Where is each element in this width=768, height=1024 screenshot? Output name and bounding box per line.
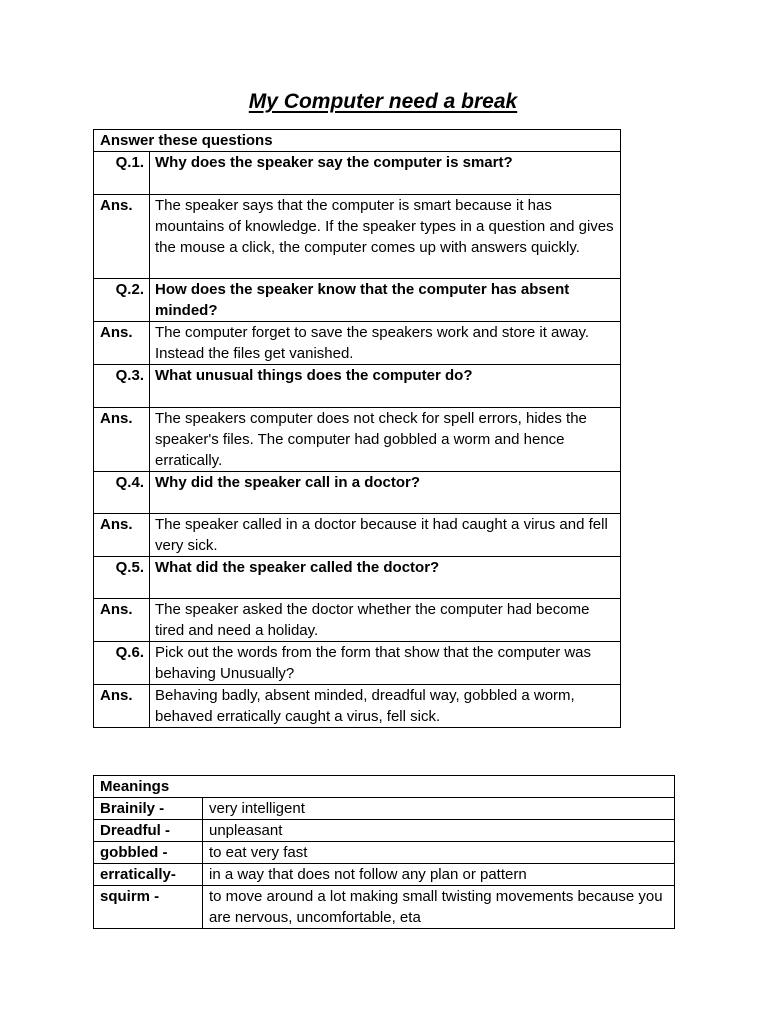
meaning-term: Dreadful - xyxy=(94,820,203,842)
meaning-definition: to eat very fast xyxy=(203,842,675,864)
meaning-row xyxy=(94,820,675,842)
question-row xyxy=(94,642,621,685)
question-number: Q.1. xyxy=(94,152,150,195)
questions-table-header: Answer these questions xyxy=(94,130,621,152)
answer-row xyxy=(94,195,621,279)
answer-text: The speakers computer does not check for spell errors, hides the speaker's files. The computer had gobbled a worm and hence erratically. xyxy=(150,408,621,472)
question-number: Q.2. xyxy=(94,279,150,322)
question-row xyxy=(94,472,621,514)
answer-label: Ans. xyxy=(94,599,150,642)
answer-row xyxy=(94,514,621,557)
meanings-table-header: Meanings xyxy=(94,776,675,798)
question-number: Q.5. xyxy=(94,557,150,599)
question-number: Q.6. xyxy=(94,642,150,685)
question-text: How does the speaker know that the computer has absent minded? xyxy=(150,279,621,322)
question-number: Q.3. xyxy=(94,365,150,408)
questions-table xyxy=(93,129,621,728)
meaning-row xyxy=(94,798,675,820)
answer-text: Behaving badly, absent minded, dreadful way, gobbled a worm, behaved erratically caught a virus, fell sick. xyxy=(150,685,621,728)
answer-label: Ans. xyxy=(94,514,150,557)
answer-label: Ans. xyxy=(94,195,150,279)
question-row xyxy=(94,152,621,195)
meaning-definition: to move around a lot making small twisting movements because you are nervous, uncomfortable, eta xyxy=(203,886,675,929)
question-text: Why did the speaker call in a doctor? xyxy=(150,472,621,514)
answer-label: Ans. xyxy=(94,685,150,728)
meaning-term: erratically- xyxy=(94,864,203,886)
question-text: What unusual things does the computer do? xyxy=(150,365,621,408)
meaning-row xyxy=(94,842,675,864)
question-number: Q.4. xyxy=(94,472,150,514)
meaning-definition: in a way that does not follow any plan or pattern xyxy=(203,864,675,886)
meaning-definition: unpleasant xyxy=(203,820,675,842)
document-title: My Computer need a break xyxy=(248,90,518,113)
meaning-term: gobbled - xyxy=(94,842,203,864)
meanings-table xyxy=(93,775,675,929)
meaning-term: squirm - xyxy=(94,886,203,929)
meaning-row xyxy=(94,864,675,886)
answer-text: The speaker asked the doctor whether the computer had become tired and need a holiday. xyxy=(150,599,621,642)
question-text: Why does the speaker say the computer is smart? xyxy=(150,152,621,195)
answer-row xyxy=(94,408,621,472)
answer-text: The speaker called in a doctor because it had caught a virus and fell very sick. xyxy=(150,514,621,557)
answer-row xyxy=(94,599,621,642)
answer-label: Ans. xyxy=(94,322,150,365)
question-row xyxy=(94,557,621,599)
question-text: Pick out the words from the form that show that the computer was behaving Unusually? xyxy=(150,642,621,685)
answer-label: Ans. xyxy=(94,408,150,472)
meaning-term: Brainily - xyxy=(94,798,203,820)
question-text: What did the speaker called the doctor? xyxy=(150,557,621,599)
question-row xyxy=(94,279,621,322)
answer-row xyxy=(94,685,621,728)
answer-text: The speaker says that the computer is smart because it has mountains of knowledge. If the speaker types in a question and gives the mouse a click, the computer comes up with answers quickly. xyxy=(150,195,621,279)
question-row xyxy=(94,365,621,408)
meaning-row xyxy=(94,886,675,929)
answer-text: The computer forget to save the speakers work and store it away. Instead the files get vanished. xyxy=(150,322,621,365)
answer-row xyxy=(94,322,621,365)
meaning-definition: very intelligent xyxy=(203,798,675,820)
